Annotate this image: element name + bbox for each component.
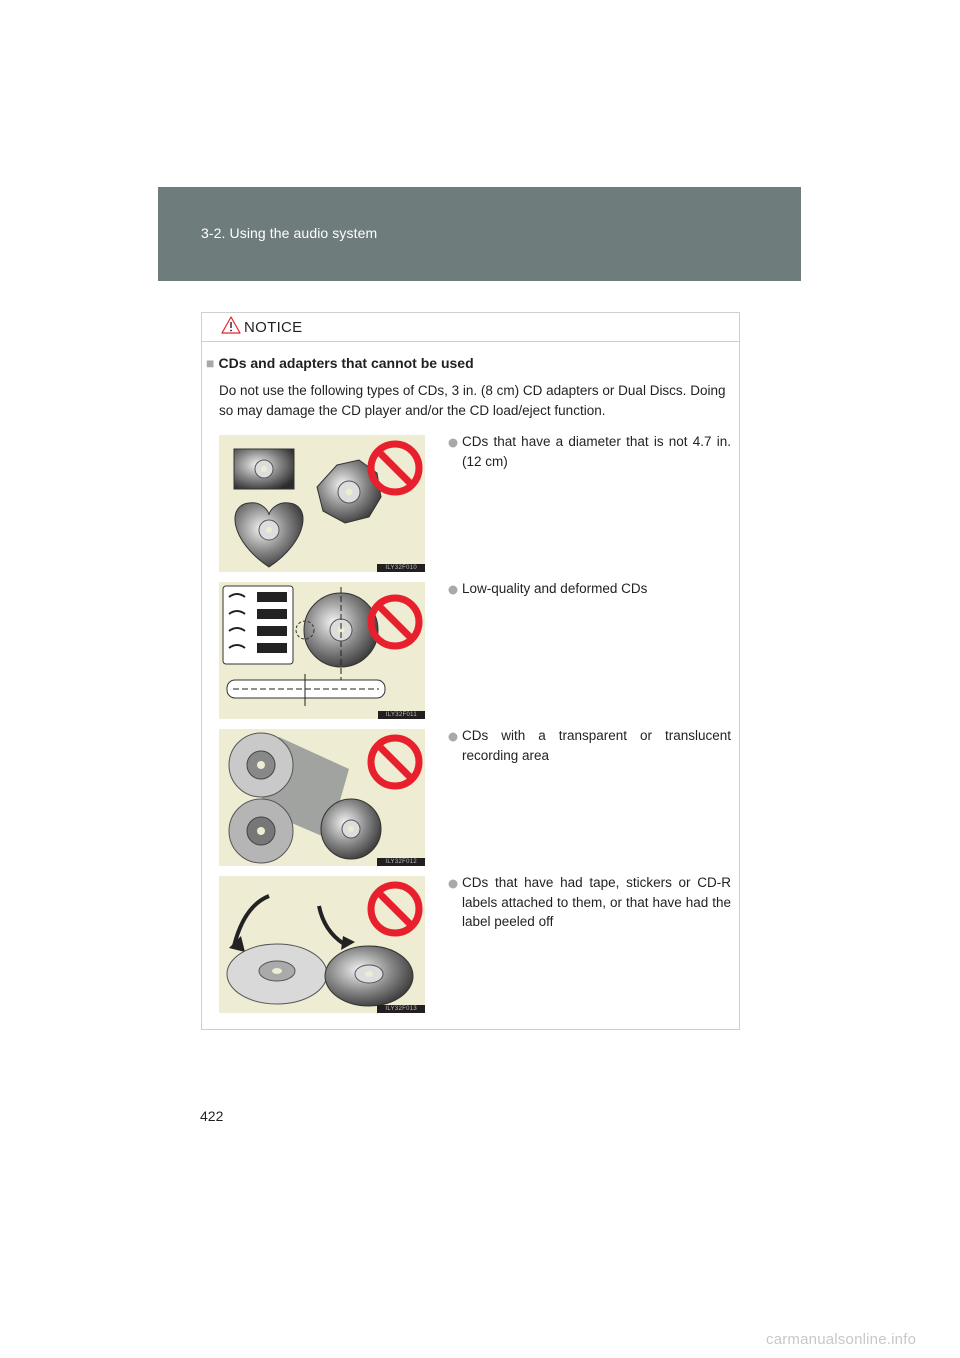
section-header-band (158, 187, 801, 281)
figure-code: ILY32F013 (377, 1005, 425, 1013)
illustration-odd-shaped-cds (219, 435, 425, 572)
warning-triangle-icon (221, 316, 241, 334)
notice-item (219, 876, 731, 1014)
circle-bullet-icon (447, 436, 459, 448)
notice-item (219, 582, 731, 720)
section-title: 3-2. Using the audio system (201, 225, 378, 241)
page-number: 422 (200, 1108, 224, 1124)
illustration-deformed-cds (219, 582, 425, 719)
item-description: Low-quality and deformed CDs (462, 581, 648, 596)
circle-bullet-icon (447, 730, 459, 742)
site-watermark[interactable]: carmanualsonline.info (766, 1331, 917, 1348)
item-description: CDs with a transparent or translucent recording area (462, 728, 731, 763)
transparent-cd-icon (219, 729, 425, 866)
circle-bullet-icon (447, 583, 459, 595)
notice-label: NOTICE (244, 319, 303, 336)
illustration-labeled-cds (219, 876, 425, 1013)
figure-code: ILY32F011 (378, 711, 425, 719)
notice-subheading (206, 355, 474, 371)
notice-intro-text: Do not use the following types of CDs, 3 in. (8 cm) CD adapters or Dual Discs. Doing so may damage the CD player and/or the CD load/eject function. (219, 383, 726, 418)
square-bullet-icon: ■ (206, 355, 215, 371)
illustration-transparent-cds (219, 729, 425, 866)
item-description: CDs that have a diameter that is not 4.7 in. (12 cm) (462, 434, 731, 469)
odd-shaped-cds-icon (219, 435, 425, 572)
notice-box (201, 312, 740, 1030)
figure-code: ILY32F012 (377, 858, 425, 866)
item-description: CDs that have had tape, stickers or CD-R labels attached to them, or that have had the label peeled off (462, 875, 731, 929)
labeled-cd-icon (219, 876, 425, 1013)
deformed-cd-icon (219, 582, 425, 719)
notice-header (202, 313, 739, 342)
subheading-text: CDs and adapters that cannot be used (218, 355, 474, 371)
notice-item (219, 435, 731, 573)
notice-item (219, 729, 731, 867)
circle-bullet-icon (447, 877, 459, 889)
figure-code: ILY32F010 (377, 564, 425, 572)
